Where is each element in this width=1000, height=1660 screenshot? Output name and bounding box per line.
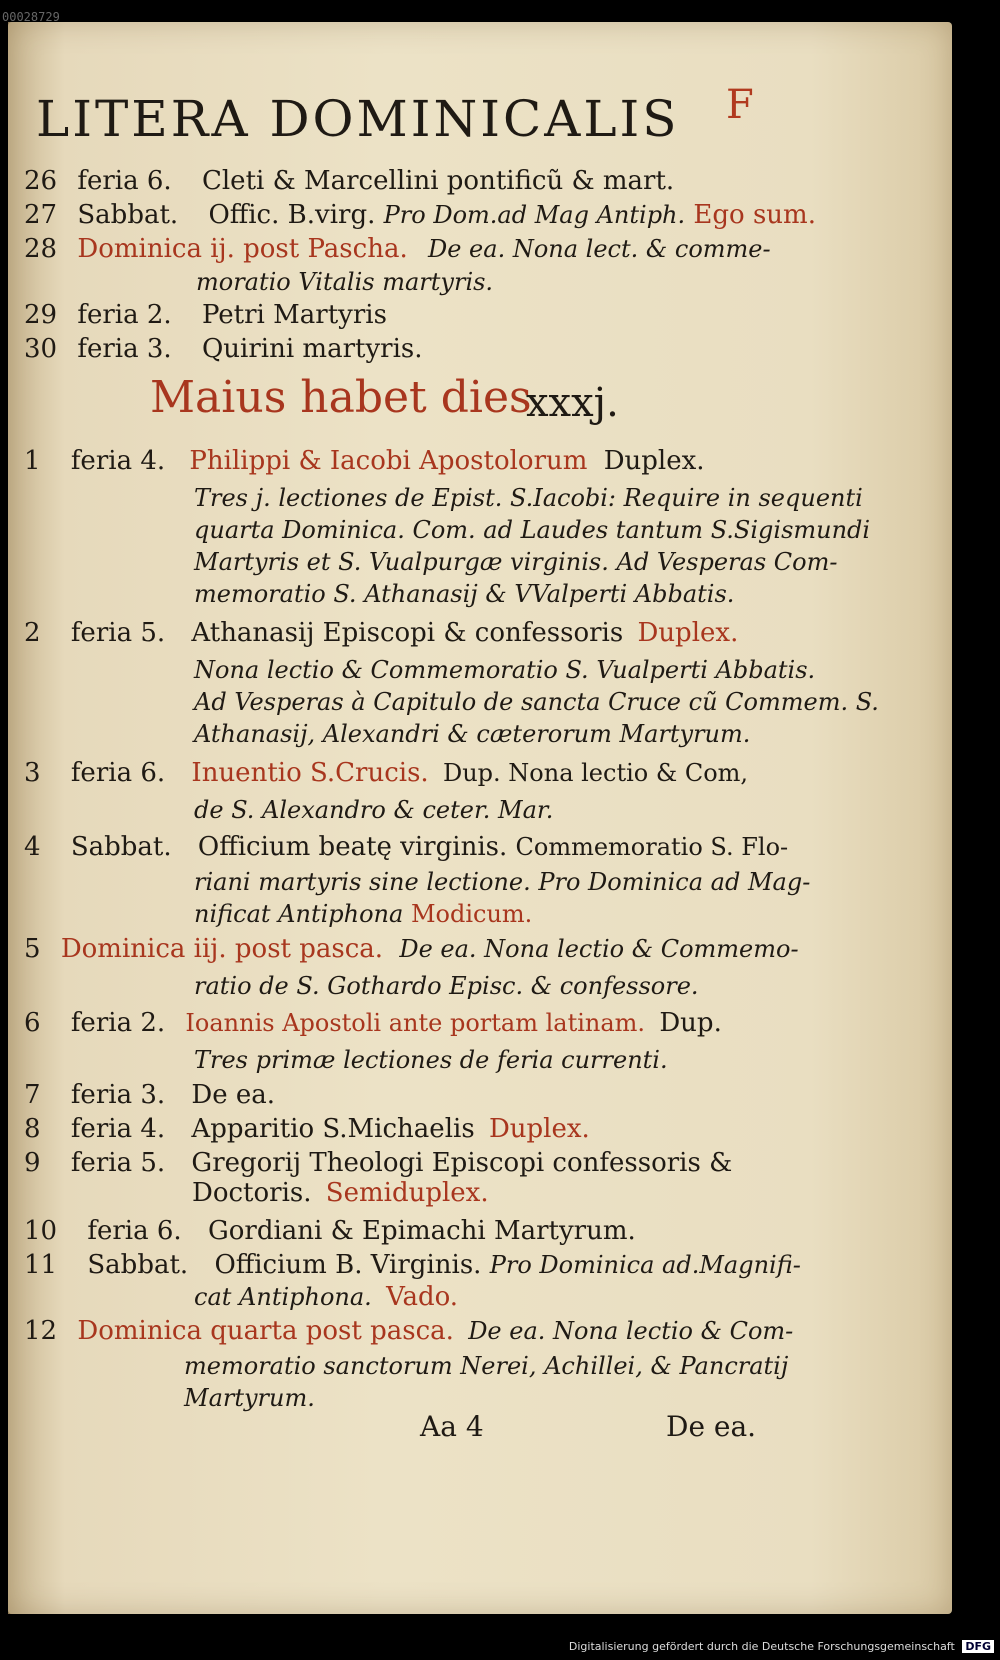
entry-text: Cleti & Marcellini pontificũ & mart. [201, 166, 675, 196]
entry-text: De ea. Nona lectio & Commemo- [399, 935, 799, 963]
rubric-title: Inuentio S.Crucis. [191, 758, 429, 788]
day-number: 26 [24, 166, 58, 196]
scan-id: 00028729 [2, 10, 60, 24]
entry-continuation: Ad Vesperas à Capitulo de sancta Cruce cũ Commem. S. [194, 688, 879, 716]
digitization-credit [569, 1640, 994, 1653]
entry-continuation: moratio Vitalis martyris. [196, 268, 494, 296]
entry-row [24, 1080, 275, 1110]
day-number: 12 [24, 1316, 58, 1346]
weekday: feria [70, 446, 133, 476]
weekday: feria [87, 1216, 149, 1246]
entry-continuation: memoratio S. Athanasij & VValperti Abbatis. [194, 580, 735, 608]
weekday: feria [77, 334, 139, 364]
entry-continuation-text: Doctoris. [192, 1178, 312, 1208]
page-title: LITERA DOMINICALIS [36, 90, 680, 148]
weekday-number: 4. [140, 1114, 166, 1144]
weekday-number: 6. [146, 166, 172, 196]
weekday-number: 3. [140, 1080, 166, 1110]
rubric: Modicum. [410, 900, 533, 928]
entry-row [24, 446, 705, 476]
day-number: 2 [24, 618, 41, 648]
dominical-letter: F [726, 82, 754, 128]
weekday: feria [77, 300, 139, 330]
weekday-number: 6. [156, 1216, 182, 1246]
weekday: feria [70, 1008, 133, 1038]
entry-continuation: Martyrum. [184, 1384, 315, 1412]
weekday: feria [70, 1148, 133, 1178]
weekday: feria [70, 1080, 133, 1110]
entry-row [24, 832, 788, 862]
entry-text: Apparitio S.Michaelis [191, 1114, 475, 1144]
entry-row [24, 934, 799, 964]
weekday: Sabbat. [70, 832, 172, 862]
weekday-number: 5. [140, 618, 166, 648]
entry-continuation: riani martyris sine lectione. Pro Dominica ad Mag- [194, 868, 811, 896]
rubric-title: Dominica quarta post pasca. [77, 1316, 454, 1346]
entry-continuation: quarta Dominica. Com. ad Laudes tantum S.Sigismundi [194, 516, 871, 544]
rubric-title: Dominica iij. post pasca. [60, 934, 384, 964]
entry-row [24, 1008, 722, 1038]
entry-text: De ea. [191, 1080, 276, 1110]
entry-continuation [194, 1282, 458, 1312]
rubric-title: Dominica ij. post Pascha. [77, 234, 408, 264]
weekday-number: 5. [140, 1148, 166, 1178]
weekday-number: 4. [140, 446, 166, 476]
entry-continuation: Nona lectio & Commemoratio S. Vualperti Abbatis. [194, 656, 816, 684]
feast-rank: Duplex. [603, 446, 705, 476]
entry-text: Athanasij Episcopi & confessoris [191, 618, 624, 648]
day-number: 29 [24, 300, 58, 330]
entry-text: Gregorij Theologi Episcopi confessoris & [191, 1148, 733, 1178]
entry-row [24, 234, 771, 264]
entry-row [24, 618, 738, 648]
rubric-title: Ioannis Apostoli ante portam latinam. [185, 1009, 646, 1037]
entry-row [24, 1114, 590, 1144]
rubric-title: Philippi & Iacobi Apostolorum [189, 446, 588, 476]
weekday: Sabbat. [87, 1250, 189, 1280]
month-days: xxxj. [526, 380, 619, 426]
day-number: 9 [24, 1148, 41, 1178]
entry-continuation [194, 900, 532, 928]
entry-note: Pro Dom.ad Mag Antiph. [383, 201, 686, 229]
catchword: De ea. [666, 1410, 757, 1443]
entry-continuation-text: cat Antiphona. [194, 1283, 372, 1311]
entry-row [24, 166, 674, 196]
entry-continuation: ratio de S. Gothardo Episc. & confessore. [194, 972, 699, 1000]
entry-continuation [192, 1178, 489, 1208]
weekday: feria [77, 166, 139, 196]
entry-row [24, 1316, 793, 1346]
entry-row [24, 1148, 732, 1178]
day-number: 27 [24, 200, 58, 230]
entry-row [24, 334, 423, 364]
dfg-logo: DFG [962, 1640, 994, 1653]
entry-continuation: Tres j. lectiones de Epist. S.Iacobi: Require in sequenti [194, 484, 863, 512]
day-number: 30 [24, 334, 58, 364]
entry-row [24, 1216, 636, 1246]
entry-row [24, 200, 816, 230]
entry-text: Officium B. Virginis. [214, 1250, 482, 1280]
entry-text: Offic. B.virg. [208, 200, 376, 230]
entry-text: De ea. Nona lectio & Com- [468, 1317, 794, 1345]
weekday: feria [70, 758, 133, 788]
entry-continuation: Tres primæ lectiones de feria currenti. [194, 1046, 668, 1074]
entry-continuation: Athanasij, Alexandri & cæterorum Martyrum. [194, 720, 751, 748]
entry-continuation: de S. Alexandro & ceter. Mar. [194, 796, 554, 824]
day-number: 28 [24, 234, 58, 264]
weekday: feria [70, 1114, 133, 1144]
entry-continuation-text: nificat Antiphona [194, 900, 404, 928]
credit-text: Digitalisierung gefördert durch die Deutsche Forschungsgemeinschaft [568, 1640, 955, 1653]
weekday-number: 6. [140, 758, 166, 788]
entry-continuation: memoratio sanctorum Nerei, Achillei, & Pancratij [184, 1352, 789, 1380]
day-number: 1 [24, 446, 41, 476]
entry-note: Commemoratio S. Flo- [515, 833, 789, 861]
day-number: 10 [24, 1216, 58, 1246]
entry-text: De ea. Nona lect. & comme- [427, 235, 771, 263]
entry-row [24, 758, 748, 788]
day-number: 6 [24, 1008, 41, 1038]
entry-text: Petri Martyris [201, 300, 387, 330]
entry-text: Officium beatę virginis. [197, 832, 508, 862]
entry-row [24, 1250, 801, 1280]
entry-note: Pro Dominica ad.Magnifi- [489, 1251, 801, 1279]
entry-row [24, 300, 387, 330]
weekday: feria [70, 618, 133, 648]
day-number: 8 [24, 1114, 41, 1144]
rubric: Duplex. [637, 618, 739, 648]
day-number: 4 [24, 832, 41, 862]
day-number: 3 [24, 758, 41, 788]
weekday-number: 2. [146, 300, 172, 330]
rubric: Ego sum. [693, 200, 816, 230]
day-number: 7 [24, 1080, 41, 1110]
entry-continuation: Martyris et S. Vualpurgæ virginis. Ad Vesperas Com- [194, 548, 838, 576]
rubric: Semiduplex. [325, 1178, 489, 1208]
weekday: Sabbat. [77, 200, 179, 230]
entry-text: Dup. Nona lectio & Com, [442, 759, 749, 787]
weekday-number: 2. [140, 1008, 166, 1038]
feast-rank: Dup. [659, 1008, 722, 1038]
day-number: 5 [24, 934, 41, 964]
entry-text: Quirini martyris. [201, 334, 423, 364]
entry-text: Gordiani & Epimachi Martyrum. [207, 1216, 636, 1246]
weekday-number: 3. [146, 334, 172, 364]
rubric: Vado. [386, 1282, 459, 1312]
month-heading: Maius habet dies [150, 372, 532, 423]
signature-mark: Aa 4 [420, 1410, 484, 1443]
day-number: 11 [24, 1250, 58, 1280]
rubric: Duplex. [488, 1114, 590, 1144]
